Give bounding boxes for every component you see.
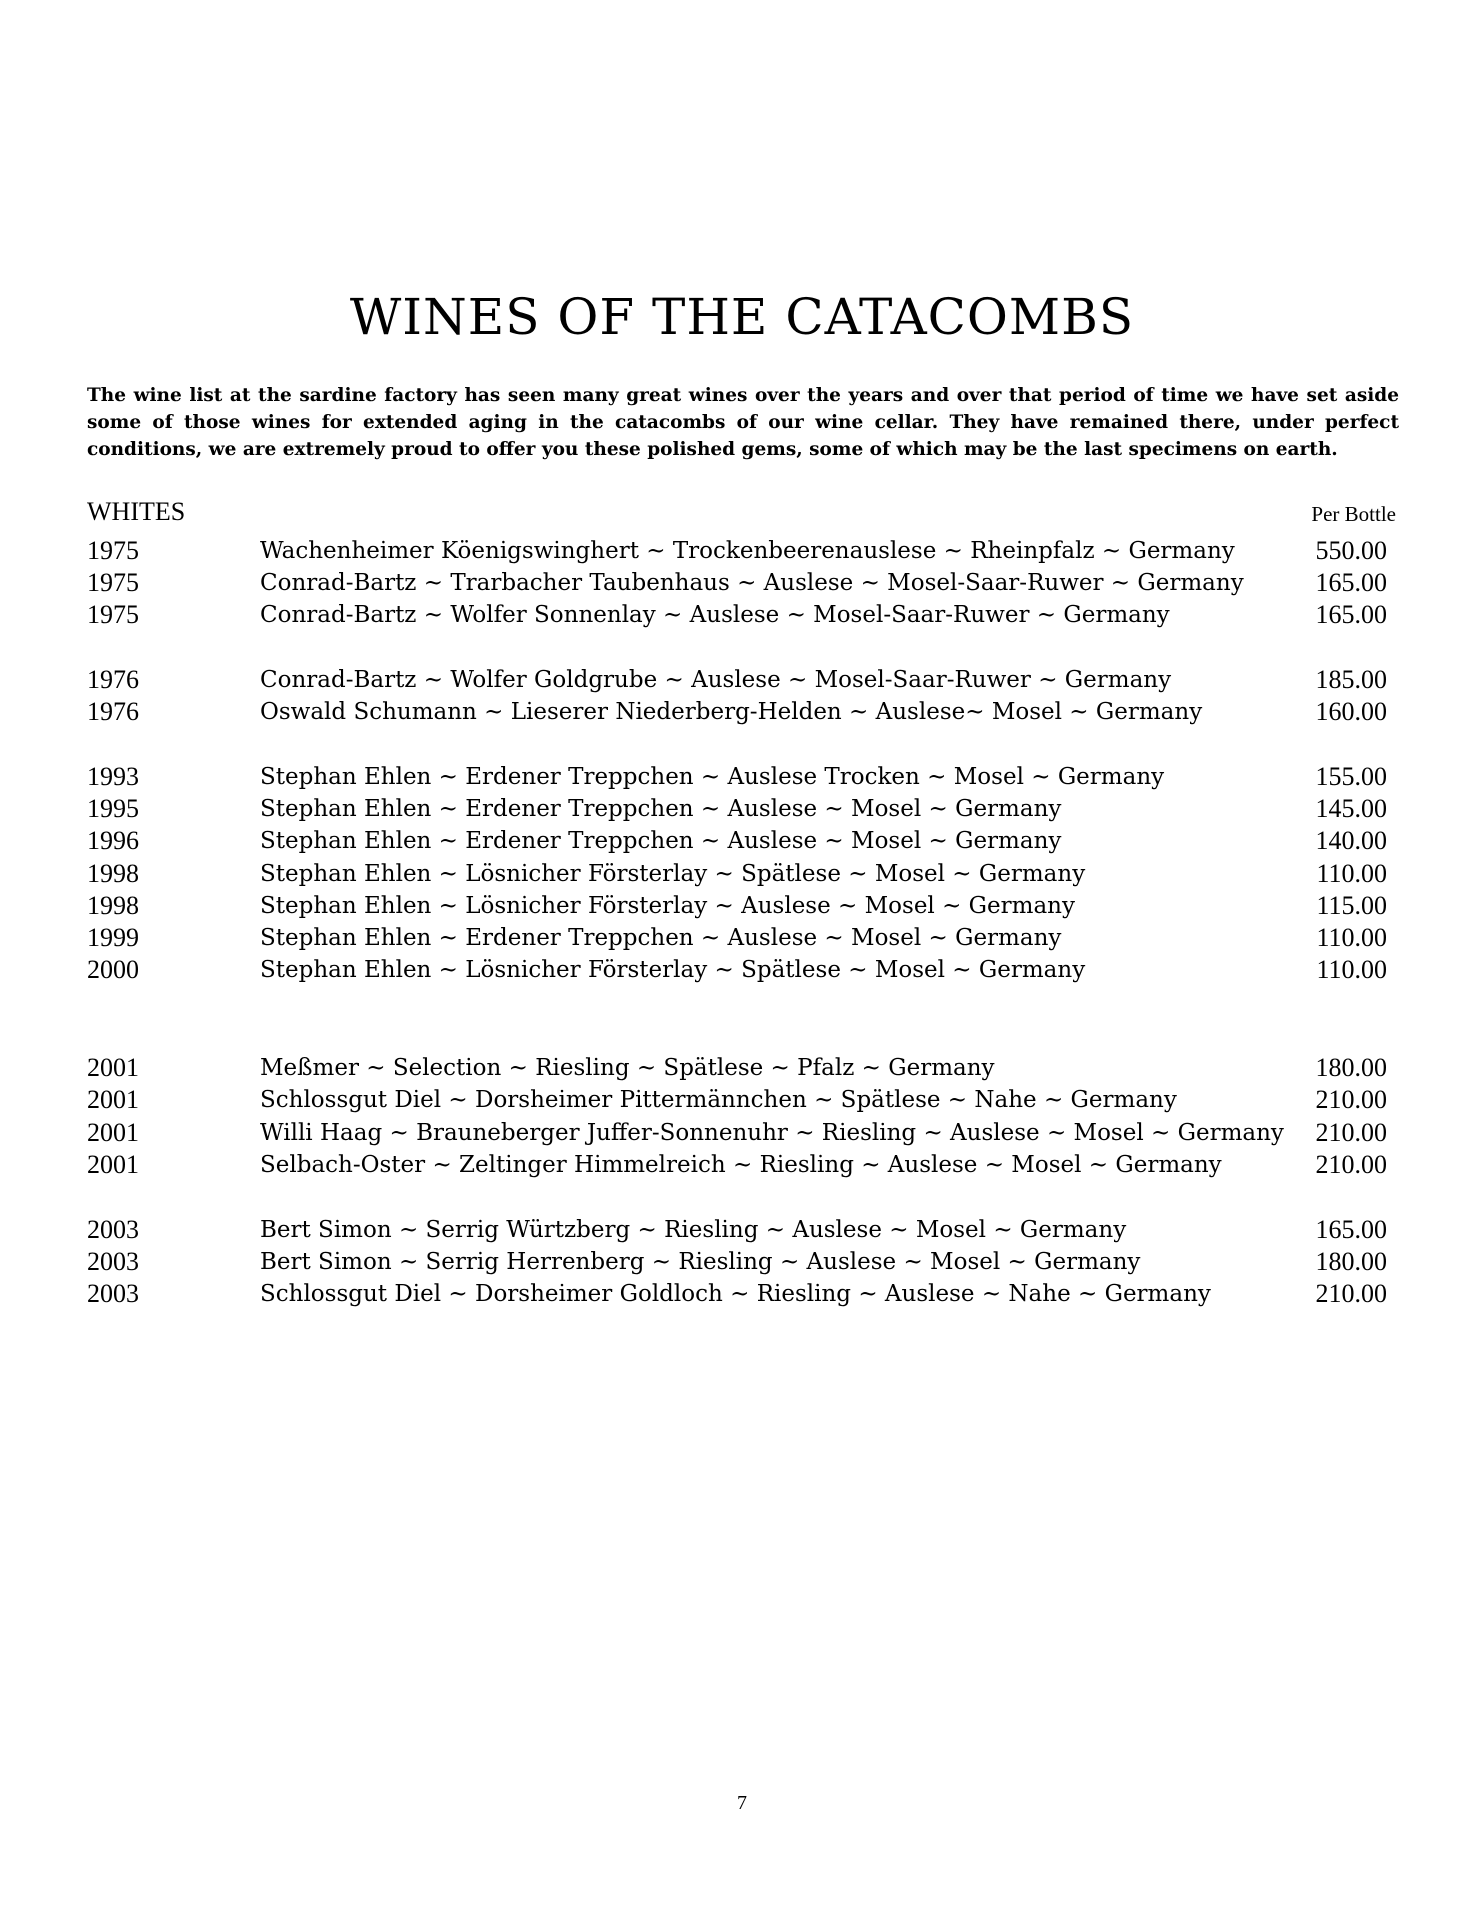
wine-price: 210.00 bbox=[1315, 1118, 1387, 1147]
wine-row bbox=[0, 825, 1484, 857]
wine-year: 1975 bbox=[87, 536, 139, 565]
wine-year: 2001 bbox=[87, 1150, 139, 1179]
wine-year: 1975 bbox=[87, 600, 139, 629]
wine-description: Conrad-Bartz ~ Wolfer Goldgrube ~ Auslese ~ Mosel-Saar-Ruwer ~ Germany bbox=[260, 667, 1172, 693]
wine-description: Oswald Schumann ~ Lieserer Niederberg-Helden ~ Auslese~ Mosel ~ Germany bbox=[260, 699, 1203, 725]
wine-price: 165.00 bbox=[1315, 600, 1387, 629]
wine-row bbox=[0, 1052, 1484, 1084]
wine-description: Bert Simon ~ Serrig Herrenberg ~ Riesling ~ Auslese ~ Mosel ~ Germany bbox=[260, 1249, 1141, 1275]
wine-description: Stephan Ehlen ~ Lösnicher Försterlay ~ Spätlese ~ Mosel ~ Germany bbox=[260, 957, 1086, 983]
wine-row bbox=[0, 1117, 1484, 1149]
wine-description: Stephan Ehlen ~ Erdener Treppchen ~ Auslese Trocken ~ Mosel ~ Germany bbox=[260, 764, 1165, 790]
wine-row bbox=[0, 793, 1484, 825]
wine-year: 2003 bbox=[87, 1215, 139, 1244]
wine-year: 2001 bbox=[87, 1053, 139, 1082]
wine-description: Stephan Ehlen ~ Erdener Treppchen ~ Auslese ~ Mosel ~ Germany bbox=[260, 828, 1062, 854]
wine-row bbox=[0, 1246, 1484, 1278]
wine-year: 1999 bbox=[87, 923, 139, 952]
wine-description: Selbach-Oster ~ Zeltinger Himmelreich ~ Riesling ~ Auslese ~ Mosel ~ Germany bbox=[260, 1152, 1222, 1178]
wine-row bbox=[0, 1149, 1484, 1181]
wine-price: 550.00 bbox=[1315, 536, 1387, 565]
wine-description: Bert Simon ~ Serrig Würtzberg ~ Riesling ~ Auslese ~ Mosel ~ Germany bbox=[260, 1217, 1127, 1243]
wine-description: Conrad-Bartz ~ Wolfer Sonnenlay ~ Auslese ~ Mosel-Saar-Ruwer ~ Germany bbox=[260, 602, 1170, 628]
wine-year: 1996 bbox=[87, 826, 139, 855]
wine-row bbox=[0, 696, 1484, 728]
wine-price: 160.00 bbox=[1315, 697, 1387, 726]
page-title: WINES OF THE CATACOMBS bbox=[349, 288, 1135, 346]
wine-row bbox=[0, 1084, 1484, 1116]
wine-price: 185.00 bbox=[1315, 665, 1387, 694]
wine-price: 210.00 bbox=[1315, 1085, 1387, 1114]
wine-row bbox=[0, 1214, 1484, 1246]
wine-year: 1998 bbox=[87, 859, 139, 888]
wine-description: Schlossgut Diel ~ Dorsheimer Pittermännchen ~ Spätlese ~ Nahe ~ Germany bbox=[260, 1087, 1177, 1113]
wine-description: Stephan Ehlen ~ Erdener Treppchen ~ Auslese ~ Mosel ~ Germany bbox=[260, 925, 1062, 951]
wine-year: 2003 bbox=[87, 1279, 139, 1308]
wine-description: Wachenheimer Köenigswinghert ~ Trockenbeerenauslese ~ Rheinpfalz ~ Germany bbox=[260, 538, 1235, 564]
wine-year: 1995 bbox=[87, 794, 139, 823]
wine-price: 165.00 bbox=[1315, 1215, 1387, 1244]
wine-row bbox=[0, 922, 1484, 954]
wine-description: Conrad-Bartz ~ Trarbacher Taubenhaus ~ Auslese ~ Mosel-Saar-Ruwer ~ Germany bbox=[260, 570, 1244, 596]
wine-row bbox=[0, 761, 1484, 793]
wine-description: Stephan Ehlen ~ Erdener Treppchen ~ Auslese ~ Mosel ~ Germany bbox=[260, 796, 1062, 822]
wine-description: Stephan Ehlen ~ Lösnicher Försterlay ~ Spätlese ~ Mosel ~ Germany bbox=[260, 861, 1086, 887]
wine-price: 180.00 bbox=[1315, 1053, 1387, 1082]
wine-year: 2000 bbox=[87, 955, 139, 984]
wine-price: 115.00 bbox=[1316, 891, 1387, 920]
wine-row bbox=[0, 664, 1484, 696]
intro-paragraph: The wine list at the sardine factory has seen many great wines over the years and over that period of time we have set aside some of those wines for extended aging in the catacombs of our wine cellar. They have remained there, under perfect conditions, we are extremely proud to offer you these polished gems, some of which may be the last specimens on earth. bbox=[87, 385, 1399, 460]
wine-year: 1975 bbox=[87, 568, 139, 597]
wine-year: 2001 bbox=[87, 1085, 139, 1114]
wine-price: 165.00 bbox=[1315, 568, 1387, 597]
wine-price: 145.00 bbox=[1315, 794, 1387, 823]
wine-year: 1976 bbox=[87, 697, 139, 726]
wine-price: 140.00 bbox=[1315, 826, 1387, 855]
wine-row bbox=[0, 954, 1484, 986]
wine-price: 155.00 bbox=[1315, 762, 1387, 791]
wine-year: 1976 bbox=[87, 665, 139, 694]
wine-year: 1993 bbox=[87, 762, 139, 791]
wine-description: Stephan Ehlen ~ Lösnicher Försterlay ~ Auslese ~ Mosel ~ Germany bbox=[260, 893, 1075, 919]
wine-year: 2001 bbox=[87, 1118, 139, 1147]
wine-price: 110.00 bbox=[1316, 923, 1387, 952]
wine-price: 210.00 bbox=[1315, 1279, 1387, 1308]
wine-row bbox=[0, 599, 1484, 631]
wine-price: 110.00 bbox=[1316, 955, 1387, 984]
wine-row bbox=[0, 567, 1484, 599]
wine-price: 210.00 bbox=[1315, 1150, 1387, 1179]
wine-row bbox=[0, 890, 1484, 922]
wine-price: 110.00 bbox=[1316, 859, 1387, 888]
wine-year: 1998 bbox=[87, 891, 139, 920]
wine-price: 180.00 bbox=[1315, 1247, 1387, 1276]
wine-row bbox=[0, 858, 1484, 890]
section-label-whites: WHITES bbox=[87, 497, 186, 526]
wine-row bbox=[0, 1278, 1484, 1310]
wine-year: 2003 bbox=[87, 1247, 139, 1276]
wine-row bbox=[0, 535, 1484, 567]
wine-description: Meßmer ~ Selection ~ Riesling ~ Spätlese ~ Pfalz ~ Germany bbox=[260, 1055, 995, 1081]
price-column-header: Per Bottle bbox=[1311, 502, 1396, 526]
wine-description: Willi Haag ~ Brauneberger Juffer-Sonnenuhr ~ Riesling ~ Auslese ~ Mosel ~ Germany bbox=[260, 1120, 1284, 1146]
wine-description: Schlossgut Diel ~ Dorsheimer Goldloch ~ Riesling ~ Auslese ~ Nahe ~ Germany bbox=[260, 1281, 1211, 1307]
page-number: 7 bbox=[737, 1792, 747, 1814]
